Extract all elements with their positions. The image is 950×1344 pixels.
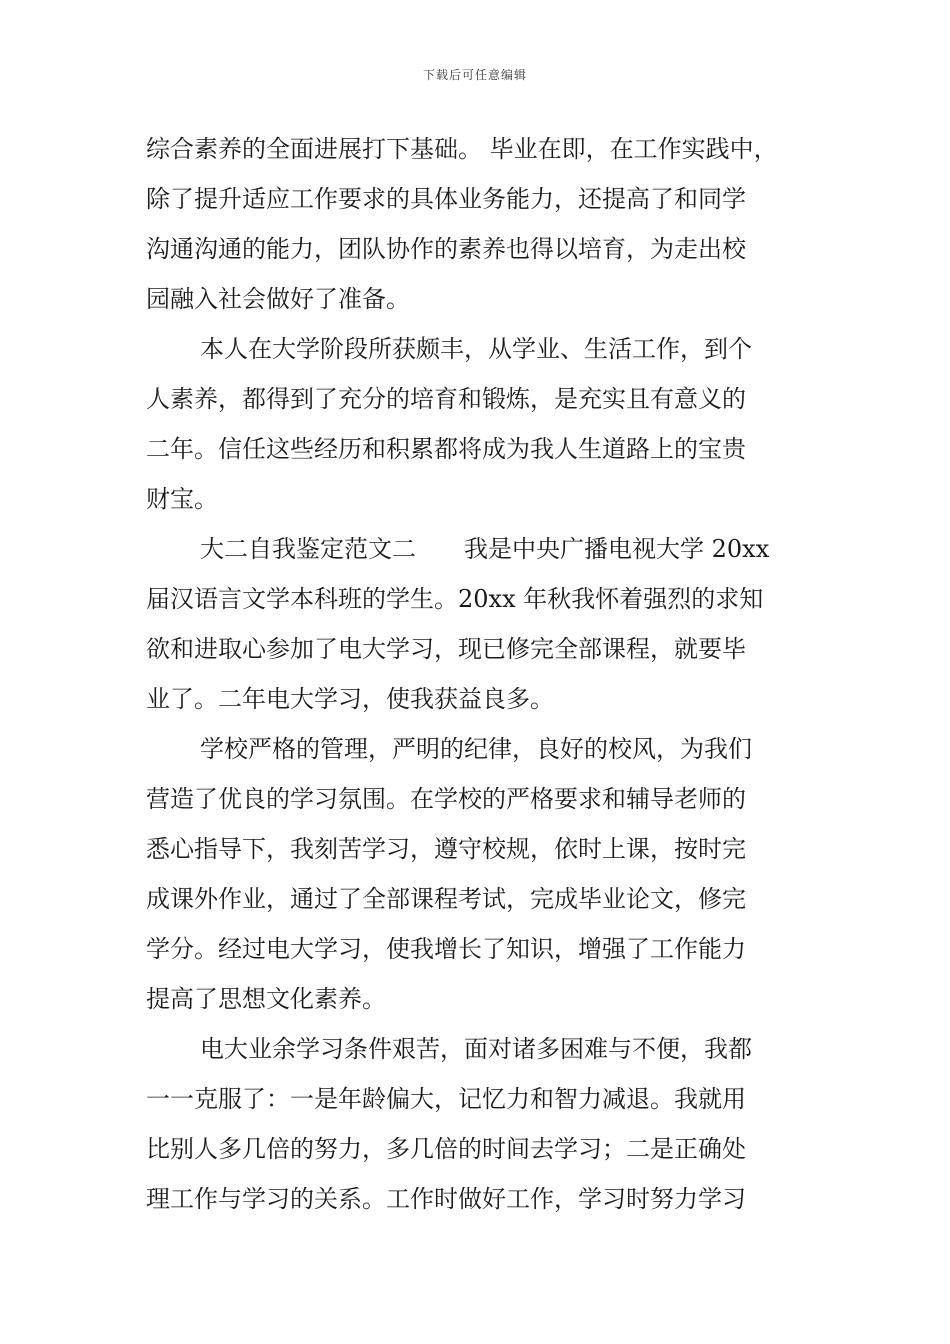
text-line: 成课外作业，通过了全部课程考试，完成毕业论文，修完	[146, 885, 746, 913]
text-line: 悉心指导下，我刻苦学习，遵守校规，依时上课，按时完	[146, 835, 746, 863]
text-line: 园融入社会做好了准备。	[146, 285, 410, 313]
text-line: 届汉语言文学本科班的学生。20xx 年秋我怀着强烈的求知	[146, 585, 764, 613]
text-line: 提高了思想文化素养。	[146, 985, 386, 1013]
text-line: 业了。二年电大学习，使我获益良多。	[146, 685, 554, 713]
page-header: 下载后可任意编辑	[422, 68, 527, 82]
text-line: 营造了优良的学习氛围。在学校的严格要求和辅导老师的	[146, 785, 746, 813]
document-body	[146, 124, 810, 1224]
text-line: 综合素养的全面进展打下基础。 毕业在即，在工作实践中，	[146, 135, 778, 163]
text-line: 除了提升适应工作要求的具体业务能力，还提高了和同学	[146, 185, 746, 213]
text-line: 一一克服了：一是年龄偏大，记忆力和智力减退。我就用	[146, 1085, 746, 1113]
text-line: 二年。信任这些经历和积累都将成为我人生道路上的宝贵	[146, 435, 746, 463]
text-line: 人素养，都得到了充分的培育和锻炼，是充实且有意义的	[146, 385, 746, 413]
paragraph-first-line: 本人在大学阶段所获颇丰，从学业、生活工作，到个	[200, 335, 752, 363]
text-line: 比别人多几倍的努力，多几倍的时间去学习；二是正确处	[146, 1135, 746, 1163]
text-line: 学分。经过电大学习，使我增长了知识，增强了工作能力	[146, 935, 746, 963]
text-line: 理工作与学习的关系。工作时做好工作，学习时努力学习	[146, 1185, 746, 1213]
text-line: 财宝。	[146, 485, 218, 513]
text-line: 沟通沟通的能力，团队协作的素养也得以培育，为走出校	[146, 235, 746, 263]
paragraph-first-line: 电大业余学习条件艰苦，面对诸多困难与不便，我都	[200, 1035, 752, 1063]
paragraph-first-line: 学校严格的管理，严明的纪律，良好的校风，为我们	[200, 735, 752, 763]
paragraph-first-line: 大二自我鉴定范文二 我是中央广播电视大学 20xx	[200, 535, 770, 563]
text-line: 欲和进取心参加了电大学习，现已修完全部课程，就要毕	[146, 635, 746, 663]
